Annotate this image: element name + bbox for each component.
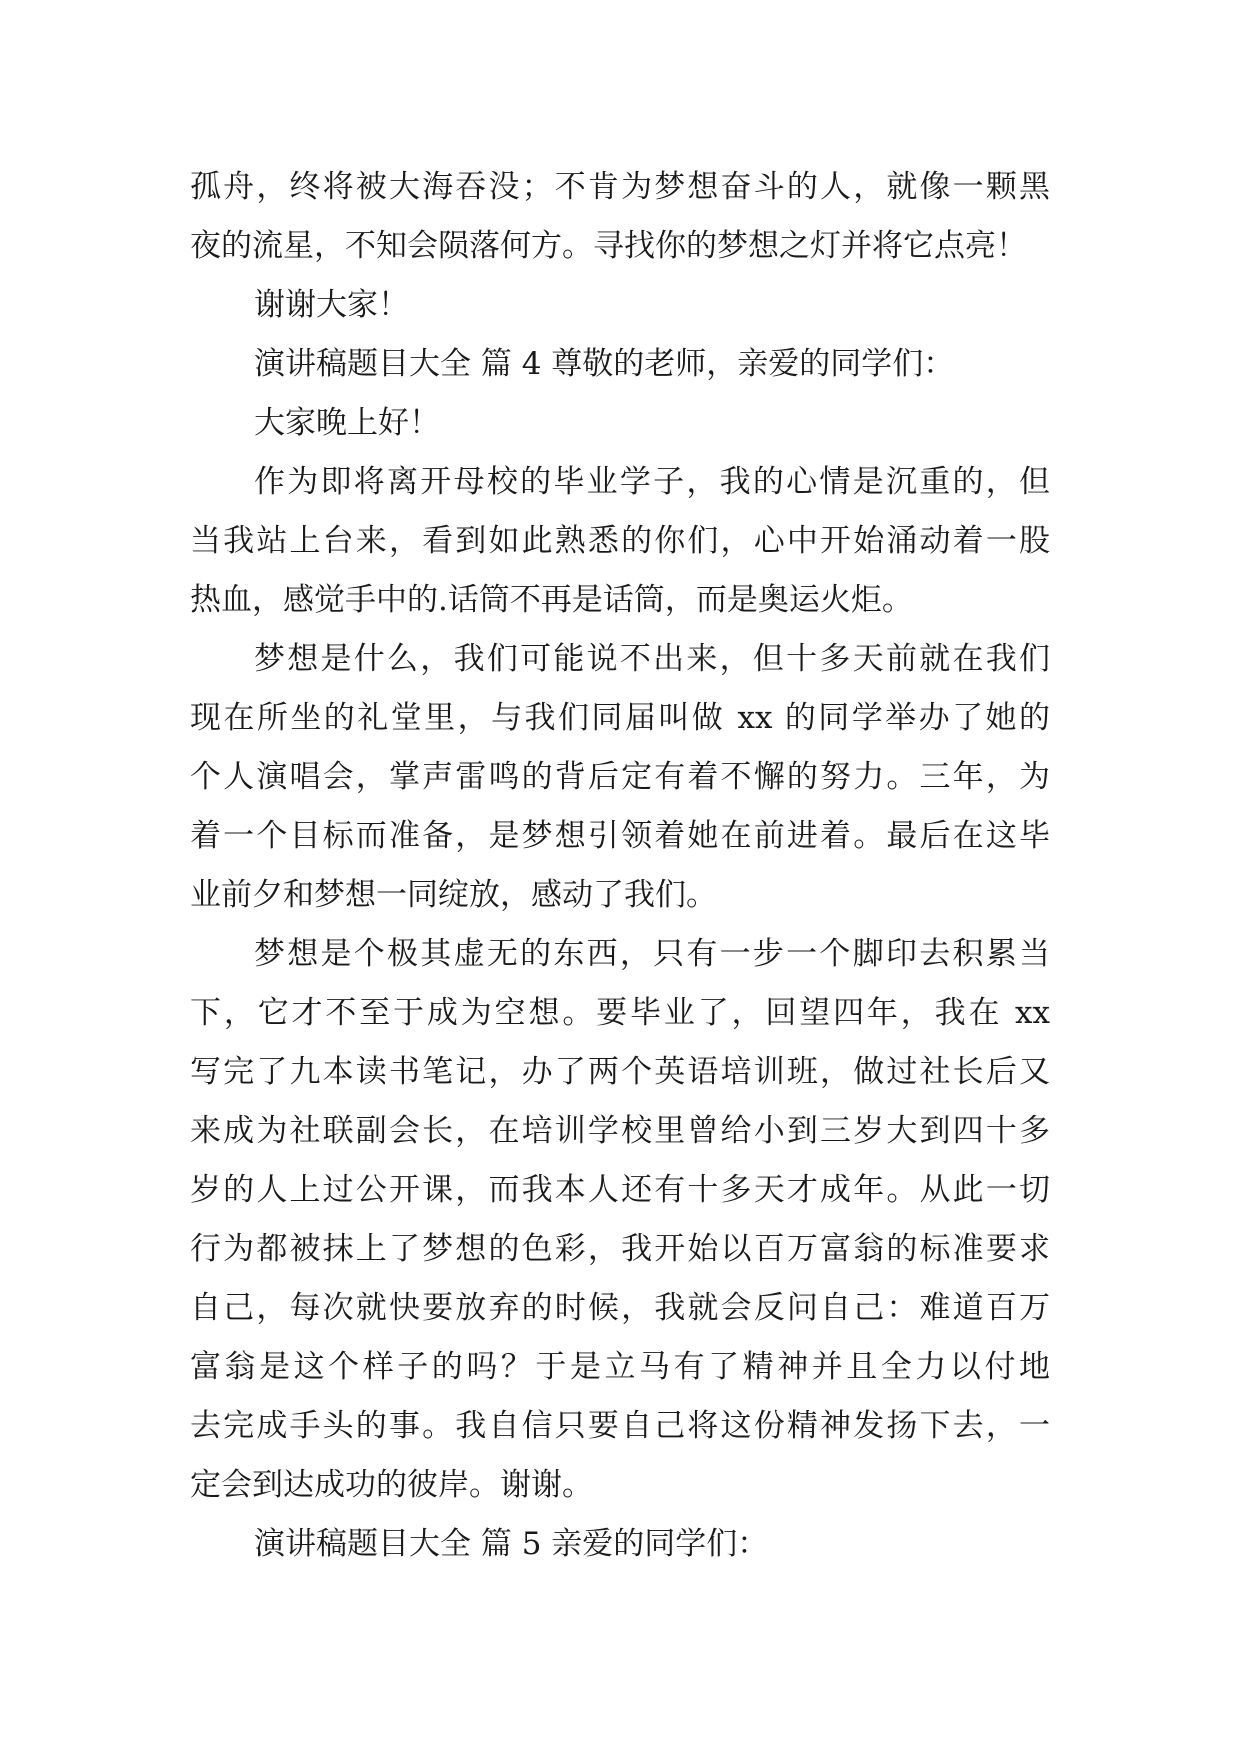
text-line: 岁的人上过公开课，而我本人还有十多天才成年。从此一切 xyxy=(190,1172,1050,1208)
paragraph-thanks xyxy=(190,276,1050,335)
paragraph-graduation xyxy=(190,453,1050,630)
text-line: 谢谢大家！ xyxy=(254,287,409,323)
text-line: 定会到达成功的彼岸。谢谢。 xyxy=(190,1467,593,1503)
paragraph-greeting xyxy=(190,394,1050,453)
text-line: 梦想是个极其虚无的东西，只有一步一个脚印去积累当 xyxy=(254,936,1050,972)
text-line: 富翁是这个样子的吗？于是立马有了精神并且全力以付地 xyxy=(190,1349,1050,1385)
text-line: 梦想是什么，我们可能说不出来，但十多天前就在我们 xyxy=(254,641,1050,677)
text-line: 当我站上台来，看到如此熟悉的你们，心中开始涌动着一股 xyxy=(190,523,1050,559)
text-line: 业前夕和梦想一同绽放，感动了我们。 xyxy=(190,877,717,913)
text-line: 去完成手头的事。我自信只要自己将这份精神发扬下去，一 xyxy=(190,1408,1050,1444)
document-body xyxy=(190,158,1050,1574)
text-line: 行为都被抹上了梦想的色彩，我开始以百万富翁的标准要求 xyxy=(190,1231,1050,1267)
text-line: 大家晚上好！ xyxy=(254,405,440,441)
text-line: 个人演唱会，掌声雷鸣的背后定有着不懈的努力。三年，为 xyxy=(190,759,1050,795)
text-line: 自己，每次就快要放弃的时候，我就会反问自己：难道百万 xyxy=(190,1290,1050,1326)
text-line: 着一个目标而准备，是梦想引领着她在前进着。最后在这毕 xyxy=(190,818,1050,854)
section-heading-4 xyxy=(190,335,1050,394)
text-line: 孤舟，终将被大海吞没；不肯为梦想奋斗的人，就像一颗黑 xyxy=(190,169,1050,205)
paragraph-dream-concert xyxy=(190,630,1050,925)
text-line: 来成为社联副会长，在培训学校里曾给小到三岁大到四十多 xyxy=(190,1113,1050,1149)
text-line: 热血，感觉手中的.话筒不再是话筒，而是奥运火炬。 xyxy=(190,582,913,618)
paragraph-continuation xyxy=(190,158,1050,276)
text-line: 演讲稿题目大全 篇 4 尊敬的老师，亲爱的同学们： xyxy=(254,346,955,382)
text-line: 夜的流星，不知会陨落何方。寻找你的梦想之灯并将它点亮！ xyxy=(190,228,1027,264)
section-heading-5 xyxy=(190,1515,1050,1574)
text-line: 演讲稿题目大全 篇 5 亲爱的同学们： xyxy=(254,1526,769,1562)
text-line: 现在所坐的礼堂里，与我们同届叫做 xx 的同学举办了她的 xyxy=(190,700,1050,736)
paragraph-dream-effort xyxy=(190,925,1050,1515)
text-line: 下，它才不至于成为空想。要毕业了，回望四年，我在 xx xyxy=(190,995,1050,1031)
text-line: 写完了九本读书笔记，办了两个英语培训班，做过社长后又 xyxy=(190,1054,1050,1090)
text-line: 作为即将离开母校的毕业学子，我的心情是沉重的，但 xyxy=(254,464,1050,500)
